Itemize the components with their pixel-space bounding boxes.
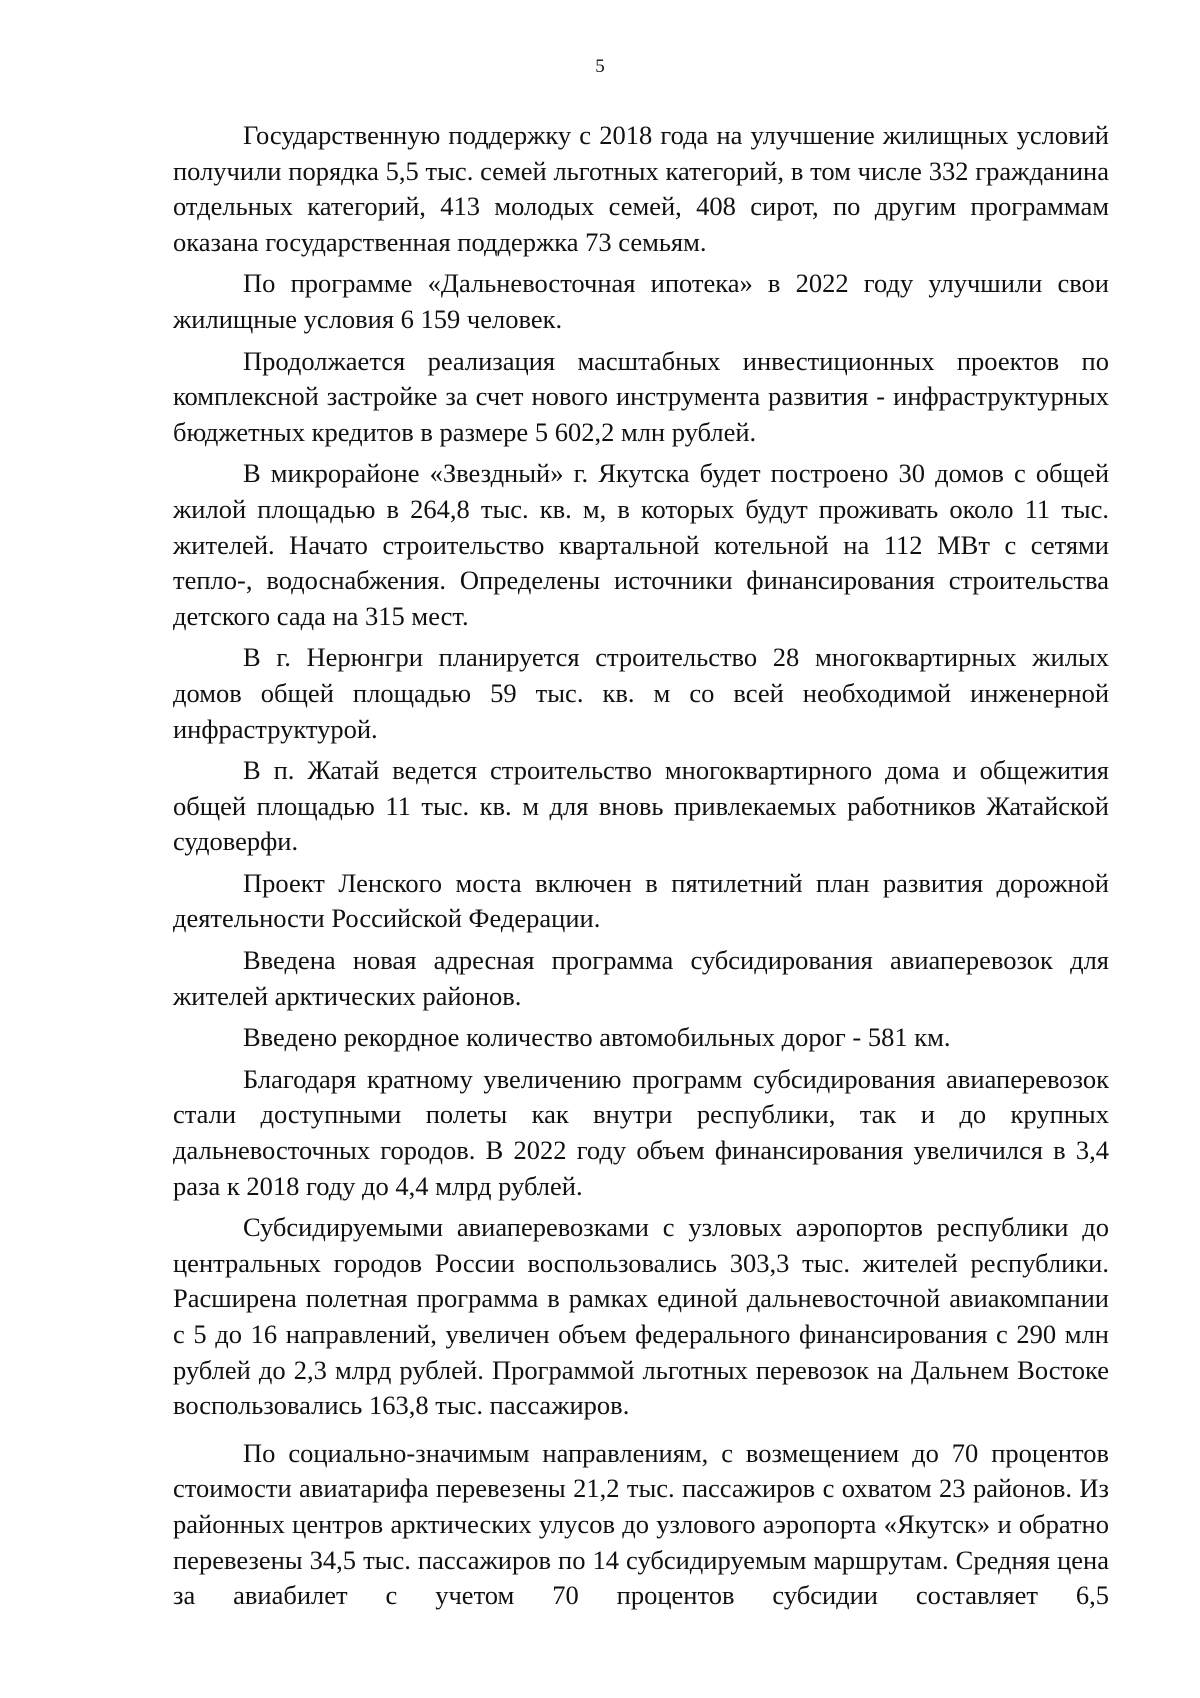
- paragraph-roads: Введено рекордное количество автомобильных дорог - 581 км.: [243, 1022, 951, 1053]
- paragraph-far-east-mortgage: По программе «Дальневосточная ипотека» в 2022 году улучшили свои жилищные условия 6 159 человек.: [173, 268, 1109, 334]
- paragraph-neryungri: В г. Нерюнгри планируется строительство 28 многоквартирных жилых домов общей площадью 59 тыс. кв. м со всей необходимой инженерной инфраструктурой.: [173, 642, 1109, 744]
- paragraph-social-routes: По социально-значимым направлениям, с возмещением до 70 процентов стоимости авиатарифа перевезены 21,2 тыс. пассажиров с охватом 23 районов. Из районных центров арктических улусов до узлового аэропорта «Якутск» и обратно перевезены 34,5 тыс. пассажиров по 14 субсидируемым маршрутам. Средняя цена за авиабилет с учетом 70 процентов субсидии составляет 6,5: [173, 1437, 1109, 1611]
- paragraph-subsidized-flights: Субсидируемыми авиаперевозками с узловых аэропортов республики до центральных городов России воспользовались 303,3 тыс. жителей республики. Расширена полетная программа в рамках единой дальневосточной авиакомпании с 5 до 16 направлений, увеличен объем федерального финансирования с 290 млн рублей до 2,3 млрд рублей. Программой льготных перевозок на Дальнем Востоке воспользовались 163,8 тыс. пассажиров.: [173, 1212, 1109, 1421]
- document-body: [173, 118, 1109, 1614]
- paragraph-zvezdny-district: В микрорайоне «Звездный» г. Якутска будет построено 30 домов с общей жилой площадью в 264,8 тыс. кв. м, в которых будут проживать около 11 тыс. жителей. Начато строительство квартальной котельной на 112 МВт с сетями тепло-, водоснабжения. Определены источники финансирования строительства детского сада на 315 мест.: [173, 458, 1109, 631]
- paragraph-zhatay: В п. Жатай ведется строительство многоквартирного дома и общежития общей площадью 11 тыс. кв. м для вновь привлекаемых работников Жатайской судоверфи.: [173, 755, 1109, 857]
- paragraph-air-programs: Благодаря кратному увеличению программ субсидирования авиаперевозок стали доступными полеты как внутри республики, так и до крупных дальневосточных городов. В 2022 году объем финансирования увеличился в 3,4 раза к 2018 году до 4,4 млрд рублей.: [173, 1063, 1109, 1201]
- paragraph-arctic-air-subsidy: Введена новая адресная программа субсидирования авиаперевозок для жителей арктических районов.: [173, 945, 1109, 1011]
- page-number: 5: [595, 56, 605, 77]
- paragraph-lena-bridge: Проект Ленского моста включен в пятилетний план развития дорожной деятельности Российской Федерации.: [173, 867, 1109, 934]
- paragraph-investment-projects: Продолжается реализация масштабных инвестиционных проектов по комплексной застройке за счет нового инструмента развития - инфраструктурных бюджетных кредитов в размере 5 602,2 млн рублей.: [173, 345, 1109, 447]
- paragraph-housing-support: Государственную поддержку с 2018 года на улучшение жилищных условий получили порядка 5,5 тыс. семей льготных категорий, в том числе 332 гражданина отдельных категорий, 413 молодых семей, 408 сирот, по другим программам оказана государственная поддержка 73 семьям.: [173, 120, 1109, 257]
